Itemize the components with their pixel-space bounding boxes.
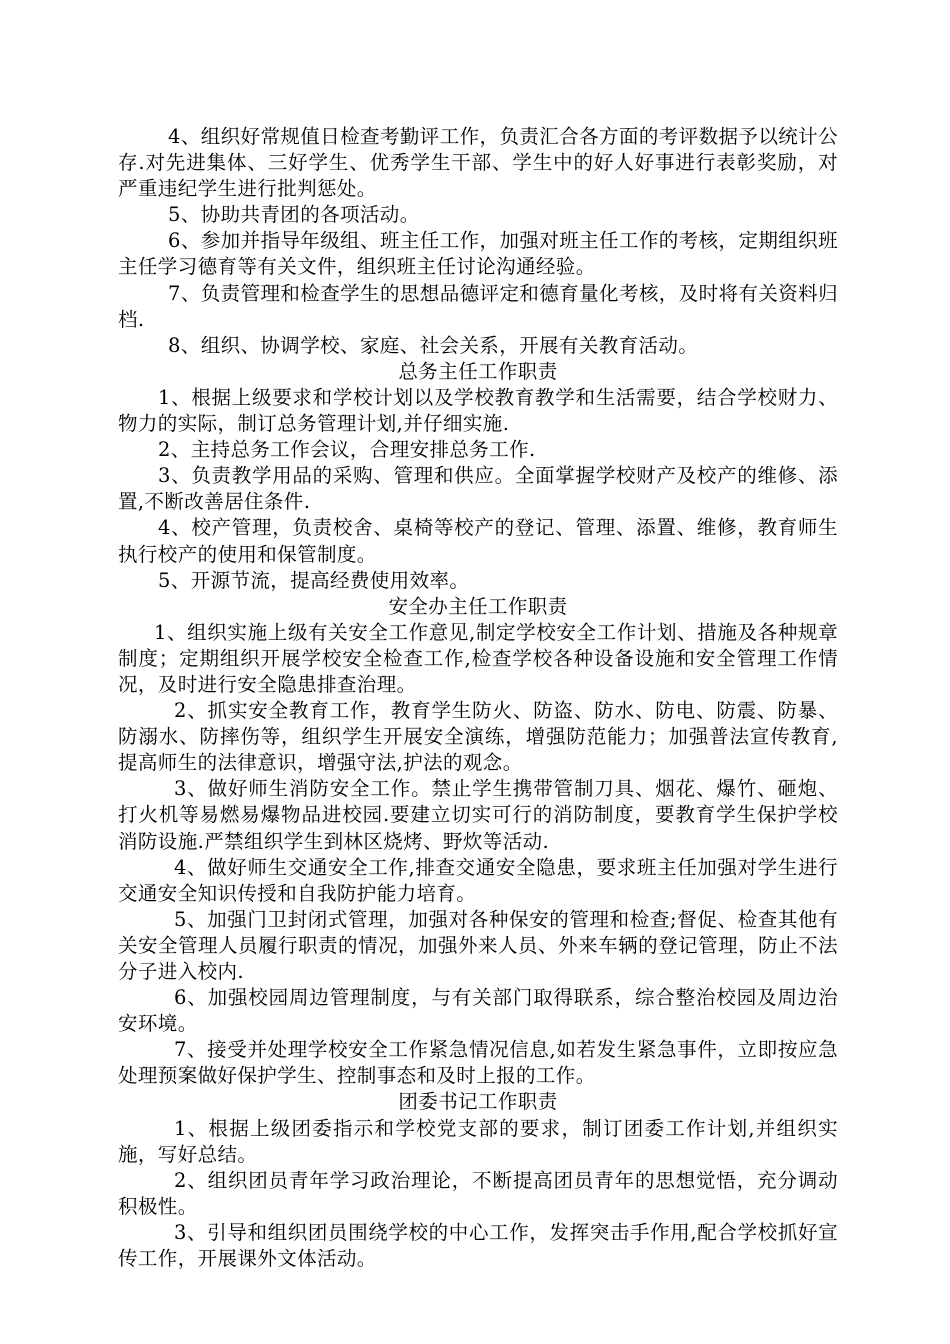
- paragraph: 1、根据上级要求和学校计划以及学校教育教学和生活需要，结合学校财力、物力的实际，制订总务管理计划,并仔细实施.: [118, 385, 838, 436]
- paragraph: 7、接受并处理学校安全工作紧急情况信息,如若发生紧急事件，立即按应急处理预案做好保护学生、控制事态和及时上报的工作。: [118, 1038, 838, 1088]
- paragraph: 5、协助共青团的各项活动。: [168, 203, 420, 227]
- document-page: [118, 124, 838, 1272]
- section-heading: 总务主任工作职责: [398, 359, 558, 383]
- paragraph: 8、组织、协调学校、家庭、社会关系，开展有关教育活动。: [168, 333, 699, 357]
- paragraph: 3、引导和组织团员围绕学校的中心工作，发挥突击手作用,配合学校抓好宣传工作，开展课外文体活动。: [118, 1220, 838, 1271]
- paragraph: 5、加强门卫封闭式管理，加强对各种保安的管理和检查;督促、检查其他有关安全管理人员履行职责的情况，加强外来人员、外来车辆的登记管理，防止不法分子进入校内.: [118, 907, 838, 983]
- paragraph: 6、参加并指导年级组、班主任工作，加强对班主任工作的考核，定期组织班主任学习德育等有关文件，组织班主任讨论沟通经验。: [118, 229, 838, 279]
- section-heading: 团委书记工作职责: [398, 1090, 558, 1114]
- paragraph: 4、校产管理，负责校舍、桌椅等校产的登记、管理、添置、维修，教育师生执行校产的使用和保管制度。: [118, 516, 838, 566]
- paragraph: 2、抓实安全教育工作，教育学生防火、防盗、防水、防电、防震、防暴、防溺水、防摔伤等，组织学生开展安全演练，增强防范能力；加强普法宣传教育,提高师生的法律意识，增强守法,护法的观念。: [118, 699, 838, 775]
- paragraph: 1、组织实施上级有关安全工作意见,制定学校安全工作计划、措施及各种规章制度；定期组织开展学校安全检查工作,检查学校各种设备设施和安全管理工作情况，及时进行安全隐患排查治理。: [118, 620, 838, 696]
- paragraph: 5、开源节流，提高经费使用效率。: [158, 568, 470, 592]
- paragraph: 2、主持总务工作会议，合理安排总务工作.: [158, 438, 536, 462]
- paragraph: 7、负责管理和检查学生的思想品德评定和德育量化考核，及时将有关资料归档.: [118, 281, 838, 331]
- paragraph: 6、加强校园周边管理制度，与有关部门取得联系，综合整治校园及周边治安环境。: [118, 986, 838, 1036]
- paragraph: 4、做好师生交通安全工作,排查交通安全隐患，要求班主任加强对学生进行交通安全知识传授和自我防护能力培育。: [118, 855, 838, 905]
- paragraph: 3、负责教学用品的采购、管理和供应。全面掌握学校财产及校产的维修、添置,不断改善居住条件.: [118, 464, 838, 514]
- paragraph: 1、根据上级团委指示和学校党支部的要求，制订团委工作计划,并组织实施，写好总结。: [118, 1116, 838, 1166]
- paragraph: 2、组织团员青年学习政治理论，不断提高团员青年的思想觉悟，充分调动积极性。: [118, 1168, 838, 1218]
- paragraph: 3、做好师生消防安全工作。禁止学生携带管制刀具、烟花、爆竹、砸炮、打火机等易燃易爆物品进校园.要建立切实可行的消防制度，要教育学生保护学校消防设施.严禁组织学生到林区烧烤、野炊等活动.: [118, 777, 838, 853]
- section-heading: 安全办主任工作职责: [388, 594, 568, 618]
- paragraph: 4、组织好常规值日检查考勤评工作，负责汇合各方面的考评数据予以统计公存.对先进集体、三好学生、优秀学生干部、学生中的好人好事进行表彰奖励，对严重违纪学生进行批判惩处。: [118, 125, 838, 201]
